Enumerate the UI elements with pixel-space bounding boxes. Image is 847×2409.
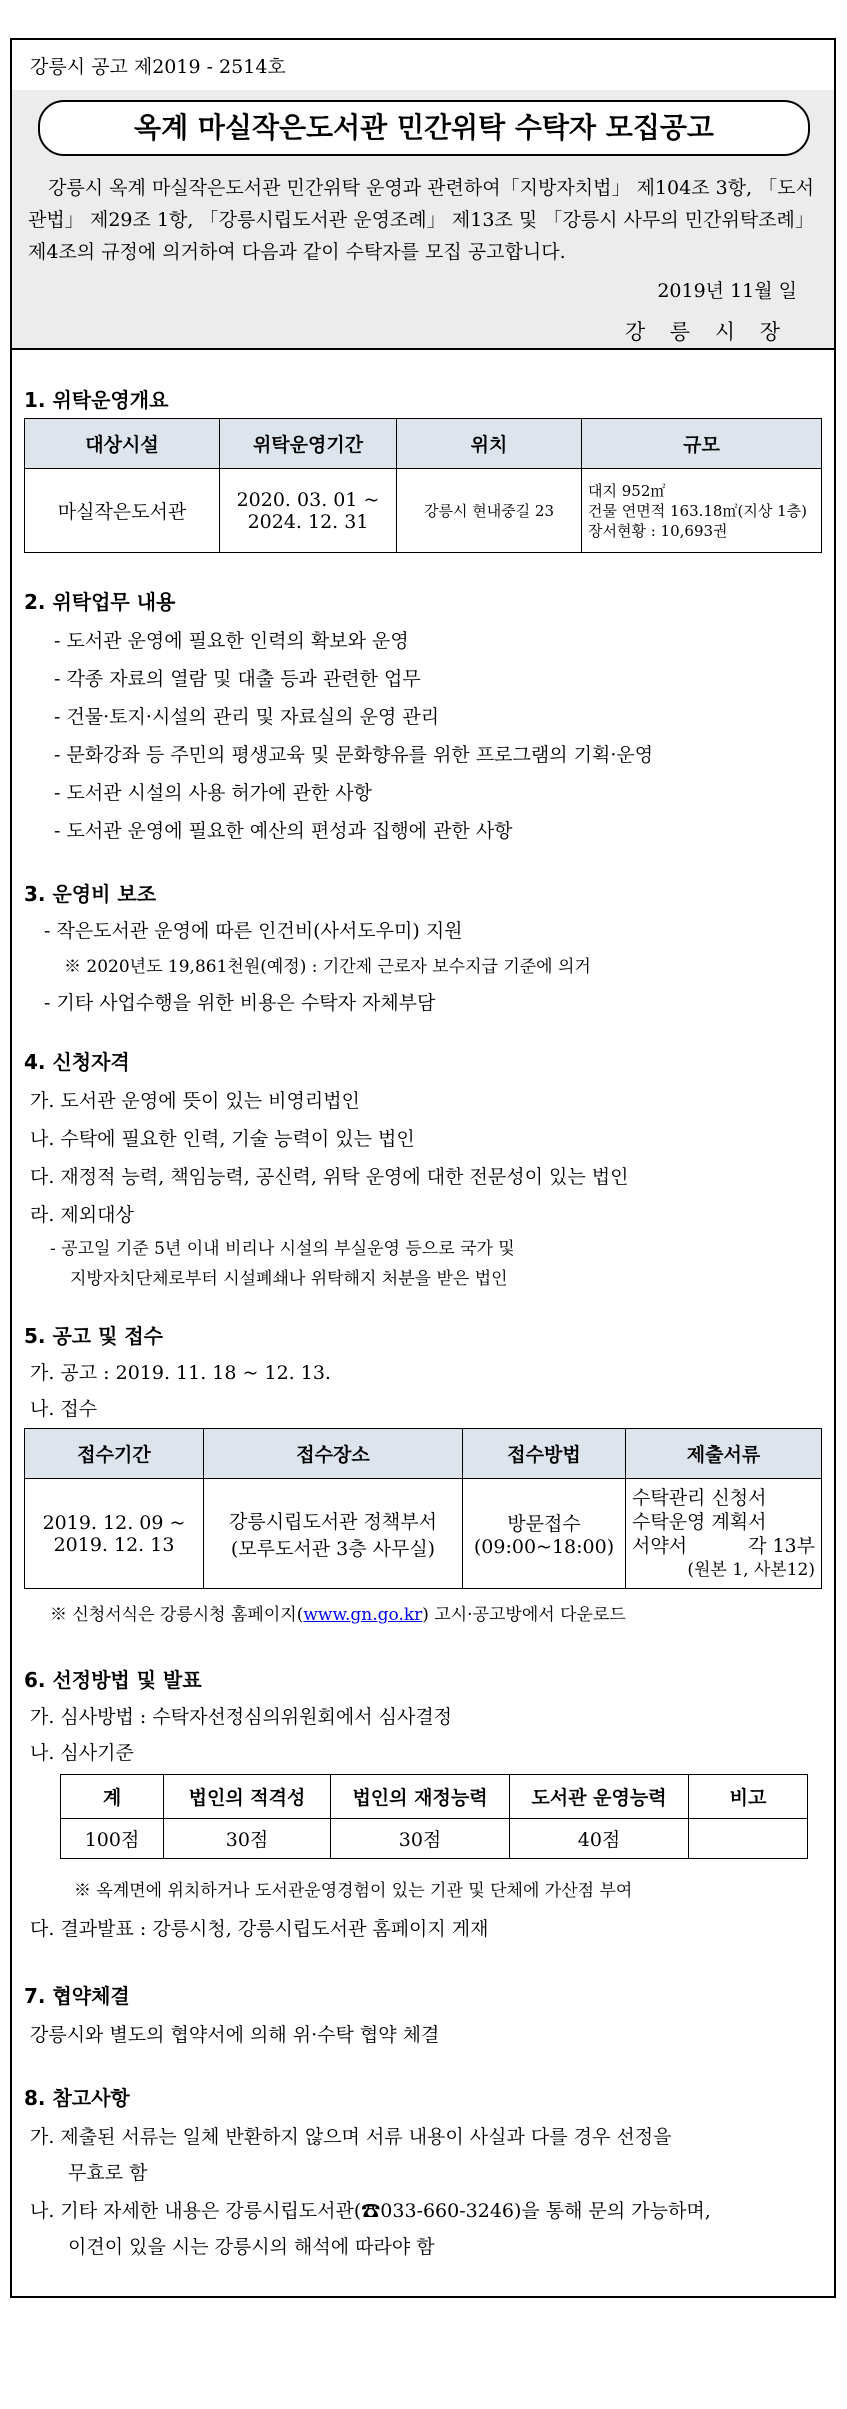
note-a: 가. 제출된 서류는 일체 반환하지 않으며 서류 내용이 사실과 다를 경우 선정을 xyxy=(30,2126,672,2148)
overview-table xyxy=(24,418,822,553)
footnote-post: ) 고시·공고방에서 다운로드 xyxy=(422,1605,626,1625)
section-2-heading: 2. 위탁업무 내용 xyxy=(24,590,176,614)
intro-paragraph: 강릉시 옥계 마실작은도서관 민간위탁 운영과 관련하여「지방자치법」 제104조 3항, 「도서관법」 제29조 1항, 「강릉시립도서관 운영조례」 제13조 및 「강릉시 사무의 민간위탁조례」 제4조의 규정에 의거하여 다음과 같이 수탁자를 모집 공고합니다. xyxy=(28,177,814,263)
col-operation: 도서관 운영능력 xyxy=(510,1775,689,1819)
receipt-hours: (09:00~18:00) xyxy=(473,1536,615,1558)
col-receipt-place: 접수장소 xyxy=(204,1429,463,1479)
val-total: 100점 xyxy=(61,1819,164,1859)
section-4-heading: 4. 신청자격 xyxy=(24,1050,130,1074)
receipt-office: 강릉시립도서관 정책부서 xyxy=(229,1510,437,1533)
notice-date: 2019년 11월 일 xyxy=(657,280,797,302)
cell-documents xyxy=(626,1479,822,1589)
val-remarks xyxy=(689,1819,808,1859)
task-item: - 각종 자료의 열람 및 대출 등과 관련한 업무 xyxy=(54,668,421,690)
bonus-note: ※ 옥계면에 위치하거나 도서관운영경험이 있는 기관 및 단체에 가산점 부여 xyxy=(74,1881,633,1901)
cell-receipt-period xyxy=(25,1479,204,1589)
col-total: 계 xyxy=(61,1775,164,1819)
cell-scale xyxy=(582,469,822,553)
doc-pledge: 서약서 xyxy=(632,1534,688,1557)
issuer: 강 릉 시 장 xyxy=(624,320,789,344)
eligibility-item: 나. 수탁에 필요한 인력, 기술 능력이 있는 법인 xyxy=(30,1128,415,1150)
task-item: - 도서관 운영에 필요한 인력의 확보와 운영 xyxy=(54,630,409,652)
col-scale: 규모 xyxy=(582,419,822,469)
note-a-cont: 무효로 함 xyxy=(68,2162,148,2184)
subsidy-line: - 기타 사업수행을 위한 비용은 수탁자 자체부담 xyxy=(44,992,436,1014)
eligibility-item: 다. 재정적 능력, 책임능력, 공신력, 위탁 운영에 대한 전문성이 있는 법인 xyxy=(30,1166,629,1188)
agreement-text: 강릉시와 별도의 협약서에 의해 위·수탁 협약 체결 xyxy=(30,2024,440,2046)
receipt-end: 2019. 12. 13 xyxy=(53,1533,175,1556)
eligibility-item: 가. 도서관 운영에 뜻이 있는 비영리법인 xyxy=(30,1090,360,1112)
doc-count: 각 13부 xyxy=(748,1534,815,1557)
section-3-heading: 3. 운영비 보조 xyxy=(24,882,157,906)
col-remarks: 비고 xyxy=(689,1775,808,1819)
task-item: - 문화강좌 등 주민의 평생교육 및 문화향유를 위한 프로그램의 기획·운영 xyxy=(54,744,654,766)
subsidy-note: ※ 2020년도 19,861천원(예정) : 기간제 근로자 보수지급 기준에 의거 xyxy=(64,957,591,977)
scale-building: 건물 연면적 163.18㎡(지상 1층) xyxy=(588,501,807,520)
review-criteria-label: 나. 심사기준 xyxy=(30,1742,134,1764)
col-receipt-period: 접수기간 xyxy=(25,1429,204,1479)
section-7-heading: 7. 협약체결 xyxy=(24,1984,130,2008)
doc-application: 수탁관리 신청서 xyxy=(632,1486,767,1509)
section-5-heading: 5. 공고 및 접수 xyxy=(24,1324,164,1348)
col-finance: 법인의 재정능력 xyxy=(331,1775,510,1819)
note-b: 나. 기타 자세한 내용은 강릉시립도서관(☎033-660-3246)을 통해 문의 가능하며, xyxy=(30,2200,711,2222)
task-item: - 도서관 운영에 필요한 예산의 편성과 집행에 관한 사항 xyxy=(54,820,513,842)
task-item: - 도서관 시설의 사용 허가에 관한 사항 xyxy=(54,782,372,804)
col-documents: 제출서류 xyxy=(626,1429,822,1479)
val-eligibility: 30점 xyxy=(164,1819,331,1859)
col-location: 위치 xyxy=(397,419,582,469)
note-b-cont: 이견이 있을 시는 강릉시의 해석에 따라야 함 xyxy=(68,2236,435,2258)
col-period: 위탁운영기간 xyxy=(220,419,397,469)
col-eligibility: 법인의 적격성 xyxy=(164,1775,331,1819)
period-end: 2024. 12. 31 xyxy=(247,510,369,533)
col-receipt-method: 접수방법 xyxy=(463,1429,626,1479)
period-start: 2020. 03. 01 ~ xyxy=(236,488,380,511)
doc-plan: 수탁운영 계획서 xyxy=(632,1510,767,1533)
eligibility-item: 라. 제외대상 xyxy=(30,1204,134,1226)
section-8-heading: 8. 참고사항 xyxy=(24,2086,130,2110)
receipt-start: 2019. 12. 09 ~ xyxy=(42,1511,186,1534)
scale-land: 대지 952㎡ xyxy=(588,481,666,500)
receipt-table xyxy=(24,1428,822,1589)
doc-note: (원본 1, 사본12) xyxy=(687,1559,815,1580)
result-announcement: 다. 결과발표 : 강릉시청, 강릉시립도서관 홈페이지 게재 xyxy=(30,1918,489,1940)
review-method: 가. 심사방법 : 수탁자선정심의위원회에서 심사결정 xyxy=(30,1706,453,1728)
receipt-method: 방문접수 xyxy=(507,1513,581,1535)
cell-receipt-method xyxy=(463,1479,626,1589)
notice-period: 가. 공고 : 2019. 11. 18 ~ 12. 13. xyxy=(30,1362,331,1384)
cell-period xyxy=(220,469,397,553)
val-finance: 30점 xyxy=(331,1819,510,1859)
homepage-link[interactable]: www.gn.go.kr xyxy=(303,1605,423,1625)
doc-pledge-row xyxy=(632,1534,815,1558)
val-operation: 40점 xyxy=(510,1819,689,1859)
task-item: - 건물·토지·시설의 관리 및 자료실의 운영 관리 xyxy=(54,706,440,728)
notice-number: 강릉시 공고 제2019 - 2514호 xyxy=(30,56,286,78)
exclusion-line: 지방자치단체로부터 시설폐쇄나 위탁해지 처분을 받은 법인 xyxy=(70,1269,508,1289)
section-6-heading: 6. 선정방법 및 발표 xyxy=(24,1668,202,1692)
subsidy-line: - 작은도서관 운영에 따른 인건비(사서도우미) 지원 xyxy=(44,920,463,942)
receipt-label: 나. 접수 xyxy=(30,1398,98,1420)
receipt-office-detail: (모루도서관 3층 사무실) xyxy=(230,1537,436,1560)
cell-receipt-place xyxy=(204,1479,463,1589)
cell-location: 강릉시 현내중길 23 xyxy=(397,469,582,553)
footnote-pre: ※ 신청서식은 강릉시청 홈페이지( xyxy=(50,1605,304,1625)
col-facility: 대상시설 xyxy=(25,419,220,469)
page-title: 옥계 마실작은도서관 민간위탁 수탁자 모집공고 xyxy=(38,100,810,156)
exclusion-line: - 공고일 기준 5년 이내 비리나 시설의 부실운영 등으로 국가 및 xyxy=(50,1239,515,1259)
section-1-heading: 1. 위탁운영개요 xyxy=(24,388,169,412)
scale-books: 장서현황 : 10,693권 xyxy=(588,521,728,540)
form-footnote xyxy=(50,1600,626,1625)
criteria-table xyxy=(60,1774,808,1859)
cell-facility: 마실작은도서관 xyxy=(25,469,220,553)
